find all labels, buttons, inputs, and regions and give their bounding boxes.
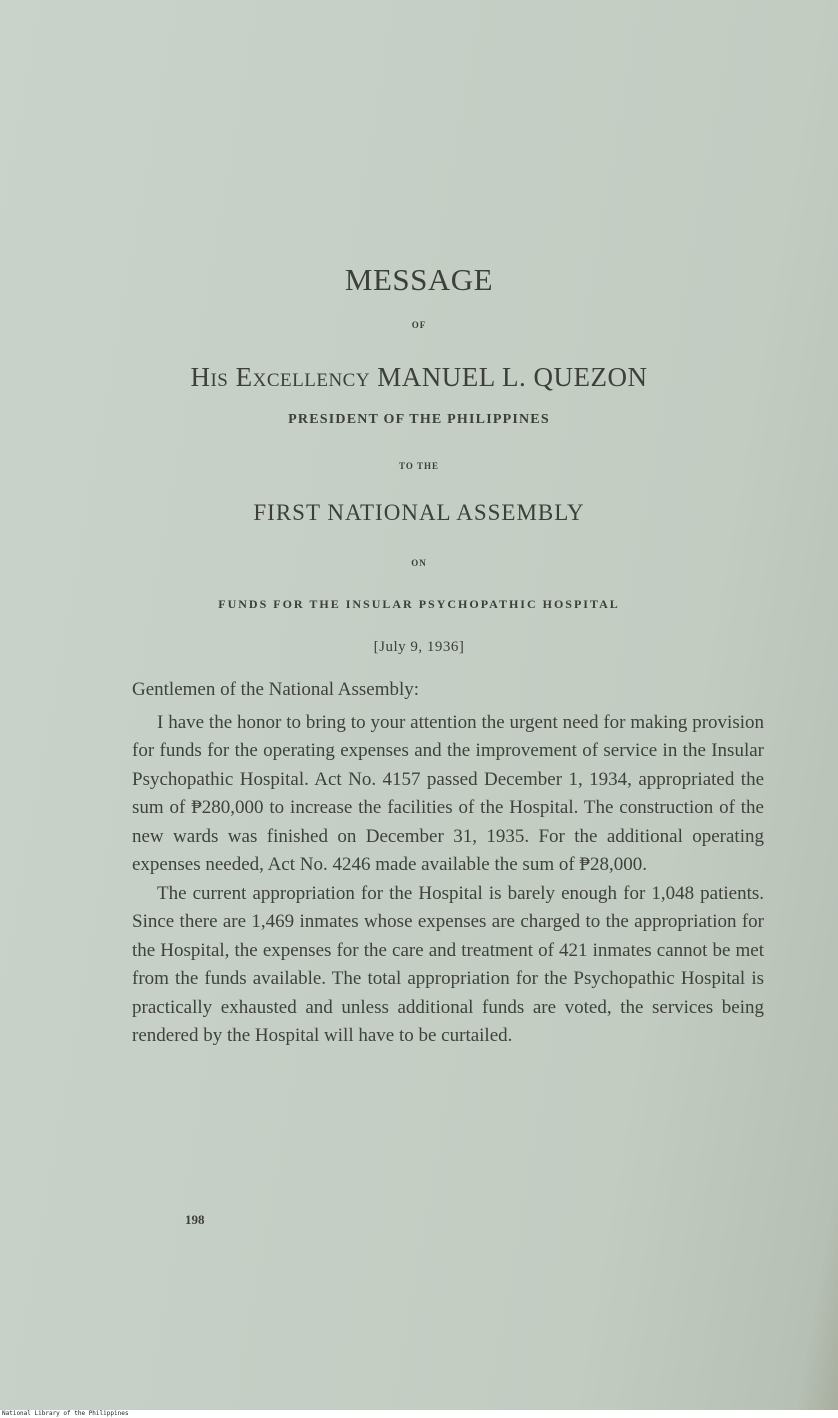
subject-line: FUNDS FOR THE INSULAR PSYCHOPATHIC HOSPITAL bbox=[218, 597, 620, 611]
paragraph-1: I have the honor to bring to your attention the urgent need for making provision for funds for the operating expenses and the improvement of service in the Insular Psychopathic Hospital. Act No. 4157 passed December 1, 1934, appropriated the sum of ₱280,000 to increase the facilities of the Hospital. The construction of the new wards was finished on December 31, 1935. For the additional operating expenses needed, Act No. 4246 made available the sum of ₱28,000. bbox=[132, 711, 764, 875]
recipient-line: FIRST NATIONAL ASSEMBLY bbox=[253, 500, 585, 525]
salutation: Gentlemen of the National Assembly: bbox=[132, 679, 420, 700]
paragraph-2: The current appropriation for the Hospital is barely enough for 1,048 patients. Since there are 1,469 inmates whose expenses are charged to the appropriation for the Hospital, the expenses for the care and treatment of 421 inmates cannot be met from the funds available. The total appropriation for the Psychopathic Hospital is practically exhausted and unless additional funds are voted, the services being rendered by the Hospital will have to be curtailed. bbox=[132, 882, 764, 1046]
document-date: [July 9, 1936] bbox=[373, 639, 465, 655]
page-number: 198 bbox=[185, 1212, 205, 1227]
author-title: PRESIDENT OF THE PHILIPPINES bbox=[288, 412, 550, 427]
library-credit: National Library of the Philippines bbox=[2, 1410, 129, 1417]
of-label: OF bbox=[411, 320, 427, 330]
message-body bbox=[132, 676, 764, 1051]
author-line: His Excellency MANUEL L. QUEZON bbox=[190, 362, 648, 392]
document-title: MESSAGE bbox=[344, 262, 494, 297]
on-label: ON bbox=[411, 558, 427, 568]
to-the-label: TO THE bbox=[399, 461, 439, 471]
